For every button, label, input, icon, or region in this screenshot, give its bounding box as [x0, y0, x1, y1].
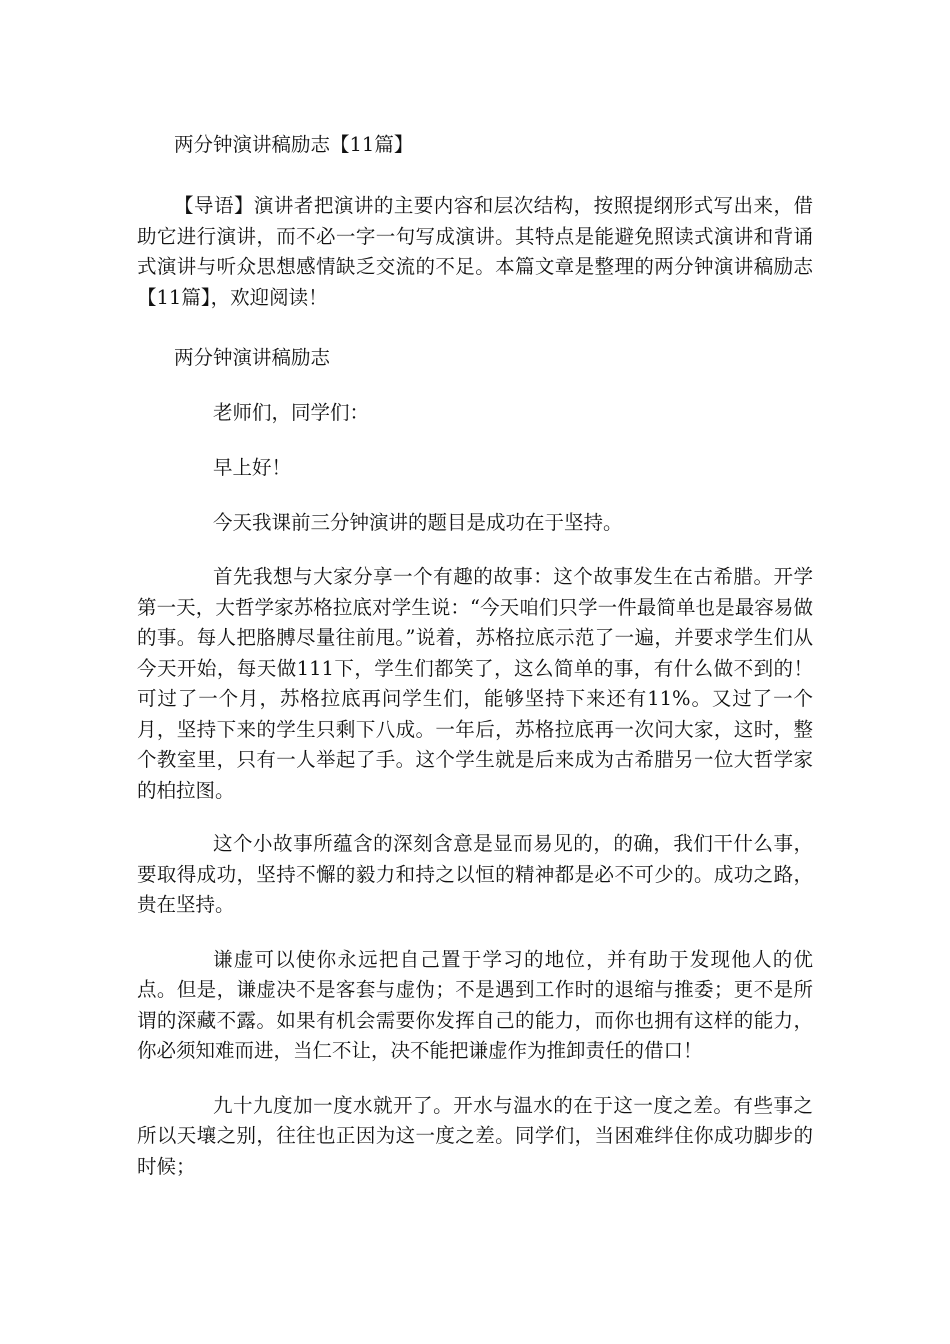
- morning-greeting: 早上好！: [213, 456, 292, 479]
- document-title: 两分钟演讲稿励志【11篇】: [174, 133, 414, 156]
- body-paragraph-boiling: 九十九度加一度水就开了。开水与温水的在于这一度之差。有些事之所以天壤之别，往往也正因为这一度之差。同学们，当困难绊住你成功脚步的时候；: [137, 1093, 813, 1178]
- body-paragraph-lesson: 这个小故事所蕴含的深刻含意是显而易见的，的确，我们干什么事，要取得成功，坚持不懈的毅力和持之以恒的精神都是必不可少的。成功之路，贵在坚持。: [137, 832, 813, 916]
- body-paragraph-story: 首先我想与大家分享一个有趣的故事：这个故事发生在古希腊。开学第一天，大哲学家苏格拉底对学生说：“今天咱们只学一件最简单也是最容易做的事。每人把胳膊尽量往前甩。”说着，苏格拉底示范了一遍，并要求学生们从今天开始，每天做111下，学生们都笑了，这么简单的事，有什么做不到的！可过了一个月，苏格拉底再问学生们，能够坚持下来还有11%。又过了一个月，坚持下来的学生只剩下八成。一年后，苏格拉底再一次问大家，这时，整个教室里，只有一人举起了手。这个学生就是后来成为古希腊另一位大哲学家的柏拉图。: [137, 565, 813, 802]
- section-title: 两分钟演讲稿励志: [174, 346, 331, 369]
- body-paragraph-modesty: 谦虚可以使你永远把自己置于学习的地位，并有助于发现他人的优点。但是，谦虚决不是客套与虚伪；不是遇到工作时的退缩与推委；更不是所谓的深藏不露。如果有机会需要你发挥自己的能力，而你也拥有这样的能力，你必须知难而进，当仁不让，决不能把谦虚作为推卸责任的借口！: [137, 947, 813, 1062]
- speech-topic: 今天我课前三分钟演讲的题目是成功在于坚持。: [213, 511, 623, 534]
- greeting-line: 老师们，同学们：: [213, 401, 370, 424]
- intro-paragraph: 【导语】演讲者把演讲的主要内容和层次结构，按照提纲形式写出来，借助它进行演讲，而不必一字一句写成演讲。其特点是能避免照读式演讲和背诵式演讲与听众思想感情缺乏交流的不足。本篇文章是整理的两分钟演讲稿励志【11篇】，欢迎阅读！: [137, 194, 813, 309]
- document-page: [137, 126, 813, 1182]
